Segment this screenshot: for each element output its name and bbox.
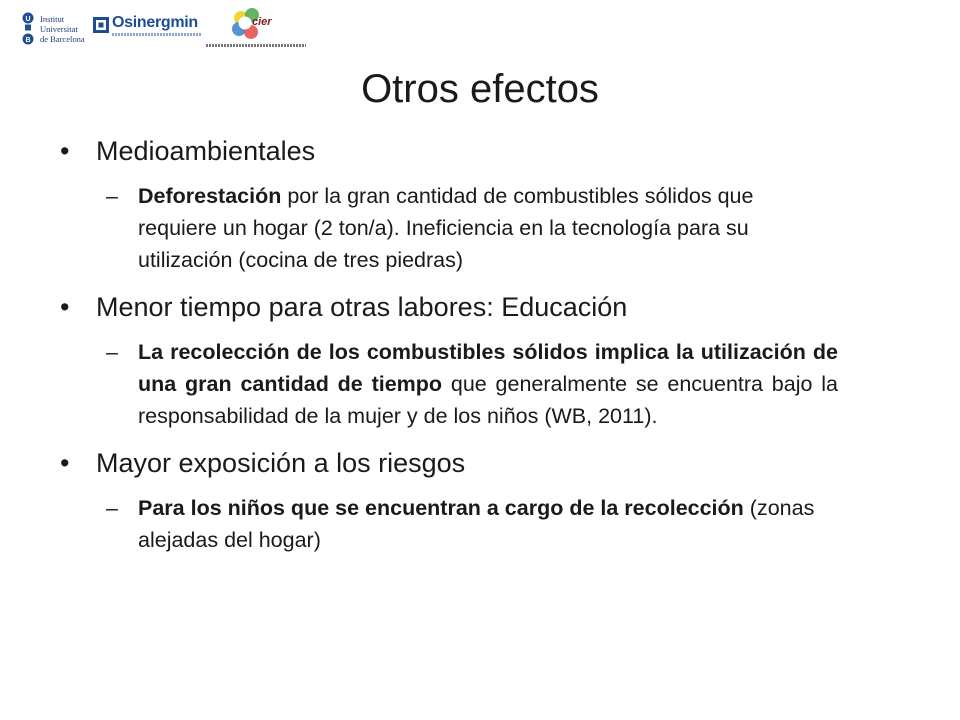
sub-bullet-bold-text: La recolección de los combustibles sólidos implica la utilización de una gran cantidad de tiempo [138,340,838,396]
svg-text:U: U [25,16,31,23]
sub-bullet-bold-text: Para los niños que se encuentran a cargo de la recolección [138,496,744,520]
slide-title: Otros efectos [361,67,599,111]
bullet-icon: • [60,136,70,166]
sub-bullet-text: que generalmente se encuentra bajo la responsabilidad de la mujer y de los niños (WB, 2011). [138,372,838,428]
sub-bullet-text: (zonas alejadas del hogar) [138,496,815,552]
sub-bullet-text: por la gran cantidad de combustibles sólidos que requiere un hogar (2 ton/a). Ineficiencia en la tecnología para su utilización (cocina de tres piedras) [138,184,754,272]
dash-icon: – [106,184,118,208]
cier-logo [206,8,306,48]
bullet-heading: Menor tiempo para otras labores: Educación [96,292,628,322]
sub-bullet-recoleccion [106,336,838,432]
svg-text:B: B [25,37,31,44]
bullet-item-menor-tiempo [60,288,920,326]
osinergmin-logo [92,14,200,44]
universitat-de-barcelona-logo [20,12,84,48]
ub-shield-icon [20,12,36,46]
osinergmin-wordmark: Osinergmin [112,14,198,31]
logo-strip [0,0,960,56]
slide-content [60,132,920,568]
bullet-icon: • [60,292,70,322]
dash-icon: – [106,496,118,520]
sub-bullet-bold-text: Deforestación [138,184,282,208]
osinergmin-emblem-icon [92,14,110,38]
dash-icon: – [106,340,118,364]
ub-line-2: Universitat [40,24,78,34]
sub-bullet-ninos [106,492,838,556]
ub-line-3: de Barcelona [40,34,85,44]
bullet-heading: Mayor exposición a los riesgos [96,448,466,478]
sub-bullet-deforestacion [106,180,838,276]
bullet-heading: Medioambientales [96,136,316,166]
cier-wordmark: cier [252,16,272,28]
bullet-item-medioambientales [60,132,920,170]
bullet-item-mayor-exposicion [60,444,920,482]
ub-line-1: Institut [40,14,65,24]
cier-tagline-mark [206,44,306,47]
ub-logo-text [40,14,85,44]
osinergmin-tagline-mark [112,33,202,36]
bullet-icon: • [60,448,70,478]
